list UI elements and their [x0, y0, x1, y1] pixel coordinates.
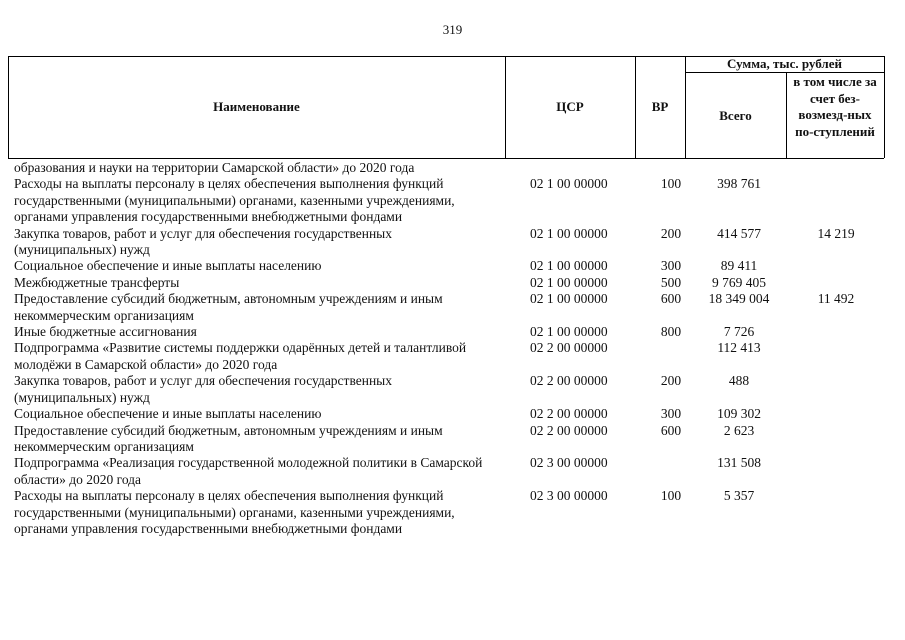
row-vr: 200	[660, 225, 682, 241]
row-csr: 02 1 00 00000	[530, 291, 608, 307]
row-name: Предоставление субсидий бюджетным, автономным учреждениям и иным некоммерческим организациям	[14, 291, 443, 323]
table-row	[14, 226, 894, 259]
row-free: 11 492	[817, 291, 855, 307]
row-total: 112 413	[717, 340, 761, 356]
row-name: Расходы на выплаты персоналу в целях обеспечения выполнения функций государственными (муниципальными) органами, казенными учреждениями, органами управления государственными внебюджетными фондами	[14, 176, 455, 225]
row-total: 131 508	[717, 455, 761, 471]
header-sum: Сумма, тыс. рублей	[727, 56, 842, 71]
row-total: 488	[728, 373, 750, 389]
row-csr: 02 2 00 00000	[530, 373, 608, 389]
row-total: 89 411	[720, 258, 758, 274]
row-name: Закупка товаров, работ и услуг для обеспечения государственных (муниципальных) нужд	[14, 225, 393, 258]
row-csr: 02 2 00 00000	[530, 422, 608, 438]
table-row	[14, 340, 894, 373]
row-vr: 500	[660, 274, 682, 290]
header-bottom-border	[8, 158, 884, 159]
table-row	[14, 455, 894, 488]
row-csr: 02 2 00 00000	[530, 340, 608, 356]
header-free: в том числе за счет без-возмезд-ных по-ступлений	[793, 74, 877, 139]
row-total: 2 623	[723, 422, 755, 438]
row-csr: 02 3 00 00000	[530, 455, 608, 471]
row-vr: 100	[660, 488, 682, 504]
table-row	[14, 324, 894, 340]
header-total: Всего	[719, 108, 752, 123]
row-csr: 02 1 00 00000	[530, 324, 608, 340]
table-row	[14, 291, 894, 324]
table-row	[14, 488, 894, 537]
table-row	[14, 423, 894, 456]
row-vr: 600	[660, 422, 682, 438]
table-body	[14, 160, 894, 537]
table-header	[8, 56, 884, 158]
row-csr: 02 1 00 00000	[530, 225, 608, 241]
header-csr: ЦСР	[556, 99, 584, 114]
row-name: Предоставление субсидий бюджетным, автономным учреждениям и иным некоммерческим организациям	[14, 422, 443, 454]
row-vr: 800	[660, 324, 682, 340]
row-name: образования и науки на территории Самарской области» до 2020 года	[14, 160, 415, 175]
row-csr: 02 1 00 00000	[530, 274, 608, 290]
row-name: Расходы на выплаты персоналу в целях обеспечения выполнения функций государственными (муниципальными) органами, казенными учреждениями, органами управления государственными внебюджетными фондами	[14, 488, 455, 536]
table-row	[14, 176, 894, 225]
row-total: 18 349 004	[708, 291, 770, 307]
row-name: Межбюджетные трансферты	[14, 274, 180, 290]
sum-subheader-border	[685, 72, 884, 73]
table-row	[14, 373, 894, 406]
row-total: 398 761	[717, 176, 761, 192]
row-total: 9 769 405	[712, 274, 766, 290]
row-name: Социальное обеспечение и иные выплаты населению	[14, 258, 322, 274]
row-name: Закупка товаров, работ и услуг для обеспечения государственных (муниципальных) нужд	[14, 373, 393, 405]
row-total: 109 302	[717, 406, 761, 422]
row-free: 14 219	[817, 225, 855, 241]
row-name: Социальное обеспечение и иные выплаты населению	[14, 406, 322, 422]
header-divider-total	[786, 72, 787, 158]
header-right-border	[884, 56, 885, 158]
row-total: 5 357	[723, 488, 755, 504]
row-csr: 02 3 00 00000	[530, 488, 608, 504]
row-total: 7 726	[723, 324, 755, 340]
header-vr: ВР	[651, 99, 669, 114]
row-vr: 300	[660, 258, 682, 274]
table-row	[14, 160, 894, 176]
header-name: Наименование	[213, 99, 300, 114]
row-vr: 300	[660, 406, 682, 422]
row-csr: 02 1 00 00000	[530, 176, 608, 192]
row-name: Подпрограмма «Развитие системы поддержки одарённых детей и талантливой молодёжи в Самарской области» до 2020 года	[14, 340, 467, 372]
row-name: Подпрограмма «Реализация государственной молодежной политики в Самарской области» до 2020 года	[14, 455, 483, 487]
table-row	[14, 406, 894, 422]
table-row	[14, 275, 894, 291]
row-name: Иные бюджетные ассигнования	[14, 324, 197, 340]
page-number: 319	[442, 22, 463, 37]
row-vr: 600	[660, 291, 682, 307]
row-total: 414 577	[717, 225, 761, 241]
table-row	[14, 258, 894, 274]
row-vr: 100	[660, 176, 682, 192]
row-csr: 02 2 00 00000	[530, 406, 608, 422]
row-vr: 200	[660, 373, 682, 389]
row-csr: 02 1 00 00000	[530, 258, 608, 274]
